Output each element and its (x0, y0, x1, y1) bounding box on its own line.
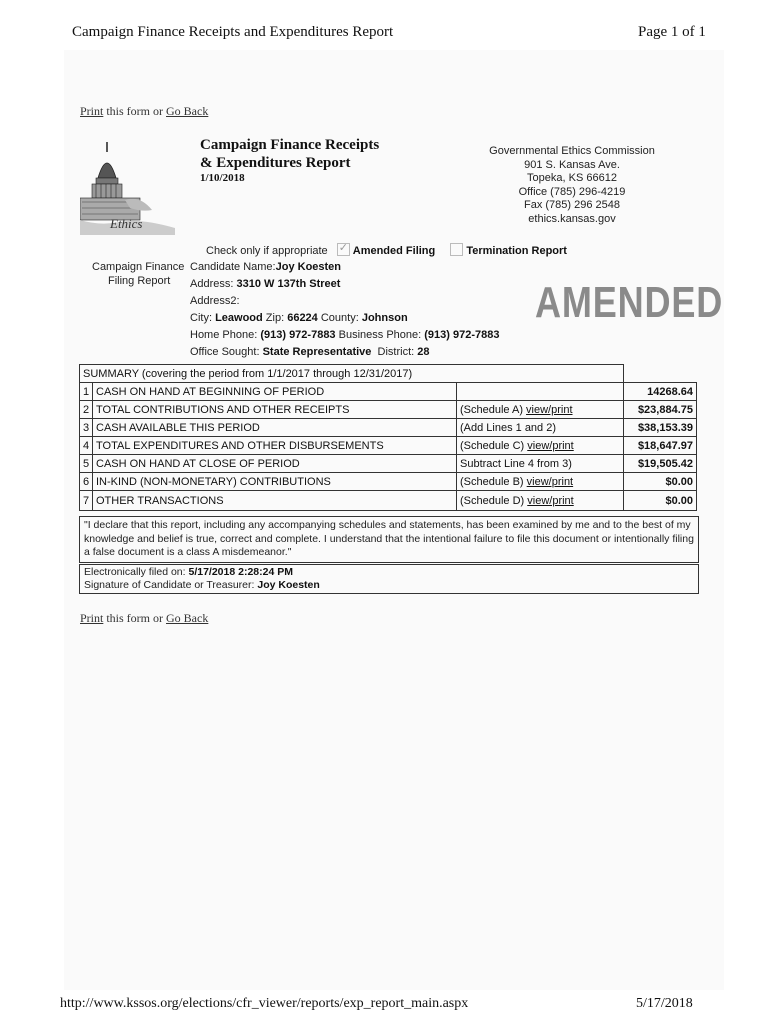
page-number: Page 1 of 1 (638, 24, 706, 40)
address2-label: Address2: (190, 295, 240, 307)
filed-on-row (84, 566, 694, 579)
commission-fax: Fax (785) 296 2548 (523, 199, 620, 212)
candidate-name-row (190, 261, 341, 273)
go-back-link-bottom[interactable]: Go Back (166, 611, 209, 625)
row-number: 2 (80, 401, 93, 419)
address-label: Address: (190, 278, 234, 290)
summary-heading (80, 365, 624, 383)
table-row (80, 455, 697, 473)
amended-stamp: AMENDED (535, 278, 724, 327)
row-schedule (457, 383, 624, 401)
nav-text-bottom: this form or (103, 611, 167, 625)
county-value: Johnson (361, 312, 408, 324)
commission-office-phone: Office (785) 296-4219 (518, 185, 626, 198)
row-schedule (457, 455, 624, 473)
commission-address (472, 145, 672, 227)
signature-label: Signature of Candidate or Treasurer: (84, 579, 255, 591)
bottom-nav (80, 611, 208, 626)
candidate-name-label: Candidate Name: (190, 261, 276, 273)
schedule-a-view-print-link[interactable]: view/print (526, 403, 573, 416)
commission-website: ethics.kansas.gov (528, 212, 616, 225)
row-schedule (457, 491, 624, 511)
phone-row (190, 329, 499, 341)
table-row (80, 383, 697, 401)
row-label: CASH AVAILABLE THIS PERIOD (93, 419, 457, 437)
amended-filing-label: Amended Filing (352, 245, 436, 257)
schedule-text: (Schedule C) (460, 439, 528, 452)
table-row (80, 437, 697, 455)
schedule-text: Subtract Line 4 from 3) (460, 457, 572, 470)
signature-block (79, 564, 699, 594)
side-label-2: Filing Report (108, 275, 171, 287)
nav-text: this form or (103, 104, 167, 118)
row-number: 6 (80, 473, 93, 491)
row-number: 3 (80, 419, 93, 437)
table-row (80, 491, 697, 511)
office-sought-value: State Representative (262, 346, 372, 358)
business-phone-value: (913) 972-7883 (424, 329, 500, 341)
footer-date: 5/17/2018 (636, 996, 693, 1011)
table-row (80, 473, 697, 491)
zip-label: Zip: (265, 312, 285, 324)
city-value: Leawood (215, 312, 263, 324)
row-label: TOTAL CONTRIBUTIONS AND OTHER RECEIPTS (93, 401, 457, 419)
office-sought-label: Office Sought: (190, 346, 260, 358)
address-value: 3310 W 137th Street (236, 278, 341, 290)
filed-on-value: 5/17/2018 2:28:24 PM (188, 566, 293, 578)
row-value: $0.00 (624, 491, 697, 511)
district-value: 28 (417, 346, 430, 358)
office-row (190, 346, 430, 358)
row-number: 1 (80, 383, 93, 401)
row-label: TOTAL EXPENDITURES AND OTHER DISBURSEMENTS (93, 437, 457, 455)
schedule-b-view-print-link[interactable]: view/print (526, 475, 574, 488)
home-phone-label: Home Phone: (190, 329, 258, 341)
signature-row (84, 579, 694, 592)
candidate-name-value: Joy Koesten (275, 261, 342, 273)
termination-report-label: Termination Report (466, 245, 567, 257)
commission-name: Governmental Ethics Commission (489, 145, 655, 157)
side-label-1: Campaign Finance (92, 261, 185, 273)
report-date: 1/10/2018 (200, 172, 245, 184)
city-row (190, 312, 408, 324)
zip-value: 66224 (287, 312, 318, 324)
table-row (80, 401, 697, 419)
amended-filing-checkbox[interactable] (337, 243, 350, 256)
filing-options (206, 243, 567, 257)
row-value: $19,505.42 (624, 455, 697, 473)
row-schedule (457, 473, 624, 491)
summary-heading-row (80, 365, 697, 383)
declaration-text: "I declare that this report, including any accompanying schedules and statements, has been examined by me and to the best of my knowledge and belief is true, correct and complete. I understand that the intentional failure to file this document or intentionally filing a false document is a class A misdemeanor." (79, 516, 699, 563)
row-number: 5 (80, 455, 93, 473)
table-row (80, 419, 697, 437)
row-value: $38,153.39 (624, 419, 697, 437)
row-label: CASH ON HAND AT CLOSE OF PERIOD (93, 455, 457, 473)
print-link-bottom[interactable]: Print (80, 611, 104, 625)
print-link[interactable]: Print (80, 104, 104, 118)
row-schedule (457, 401, 624, 419)
summary-heading-text: SUMMARY (covering the period from 1/1/2017 through 12/31/2017) (83, 367, 413, 380)
home-phone-value: (913) 972-7883 (260, 329, 336, 341)
capitol-logo (80, 140, 180, 235)
row-number: 7 (80, 491, 93, 511)
report-title-line-1: Campaign Finance Receipts (200, 137, 380, 153)
row-schedule (457, 419, 624, 437)
report-title (200, 136, 379, 172)
city-label: City: (190, 312, 212, 324)
row-schedule (457, 437, 624, 455)
address2-row (190, 295, 240, 307)
schedule-text: (Schedule D) (460, 494, 528, 507)
commission-street: 901 S. Kansas Ave. (524, 158, 620, 171)
row-label: OTHER TRANSACTIONS (93, 491, 457, 511)
address-row (190, 278, 340, 290)
top-nav (80, 104, 208, 119)
district-label: District: (377, 346, 415, 358)
commission-city: Topeka, KS 66612 (527, 172, 617, 185)
signature-value: Joy Koesten (257, 579, 320, 591)
row-label: IN-KIND (NON-MONETARY) CONTRIBUTIONS (93, 473, 457, 491)
filed-on-label: Electronically filed on: (84, 566, 186, 578)
footer-url: http://www.kssos.org/elections/cfr_viewer/reports/exp_report_main.aspx (60, 996, 469, 1011)
summary-table (79, 364, 697, 511)
ethics-logo-text: Ethics (110, 216, 143, 231)
termination-report-checkbox[interactable] (450, 243, 463, 256)
schedule-d-view-print-link[interactable]: view/print (527, 494, 574, 507)
schedule-text: (Schedule A) (460, 403, 527, 416)
row-value: 14268.64 (624, 383, 697, 401)
row-value: $18,647.97 (624, 437, 697, 455)
business-phone-label: Business Phone: (338, 329, 422, 341)
row-label: CASH ON HAND AT BEGINNING OF PERIOD (93, 383, 457, 401)
go-back-link[interactable]: Go Back (166, 104, 209, 118)
report-title-line-2: & Expenditures Report (200, 155, 351, 171)
page-header-title: Campaign Finance Receipts and Expenditures Report (72, 24, 394, 40)
row-value: $23,884.75 (624, 401, 697, 419)
schedule-text: (Add Lines 1 and 2) (460, 421, 557, 434)
row-value: $0.00 (624, 473, 697, 491)
schedule-c-view-print-link[interactable]: view/print (527, 439, 574, 452)
schedule-text: (Schedule B) (460, 475, 527, 488)
county-label: County: (320, 312, 359, 324)
check-instructions: Check only if appropriate (206, 245, 328, 257)
row-number: 4 (80, 437, 93, 455)
